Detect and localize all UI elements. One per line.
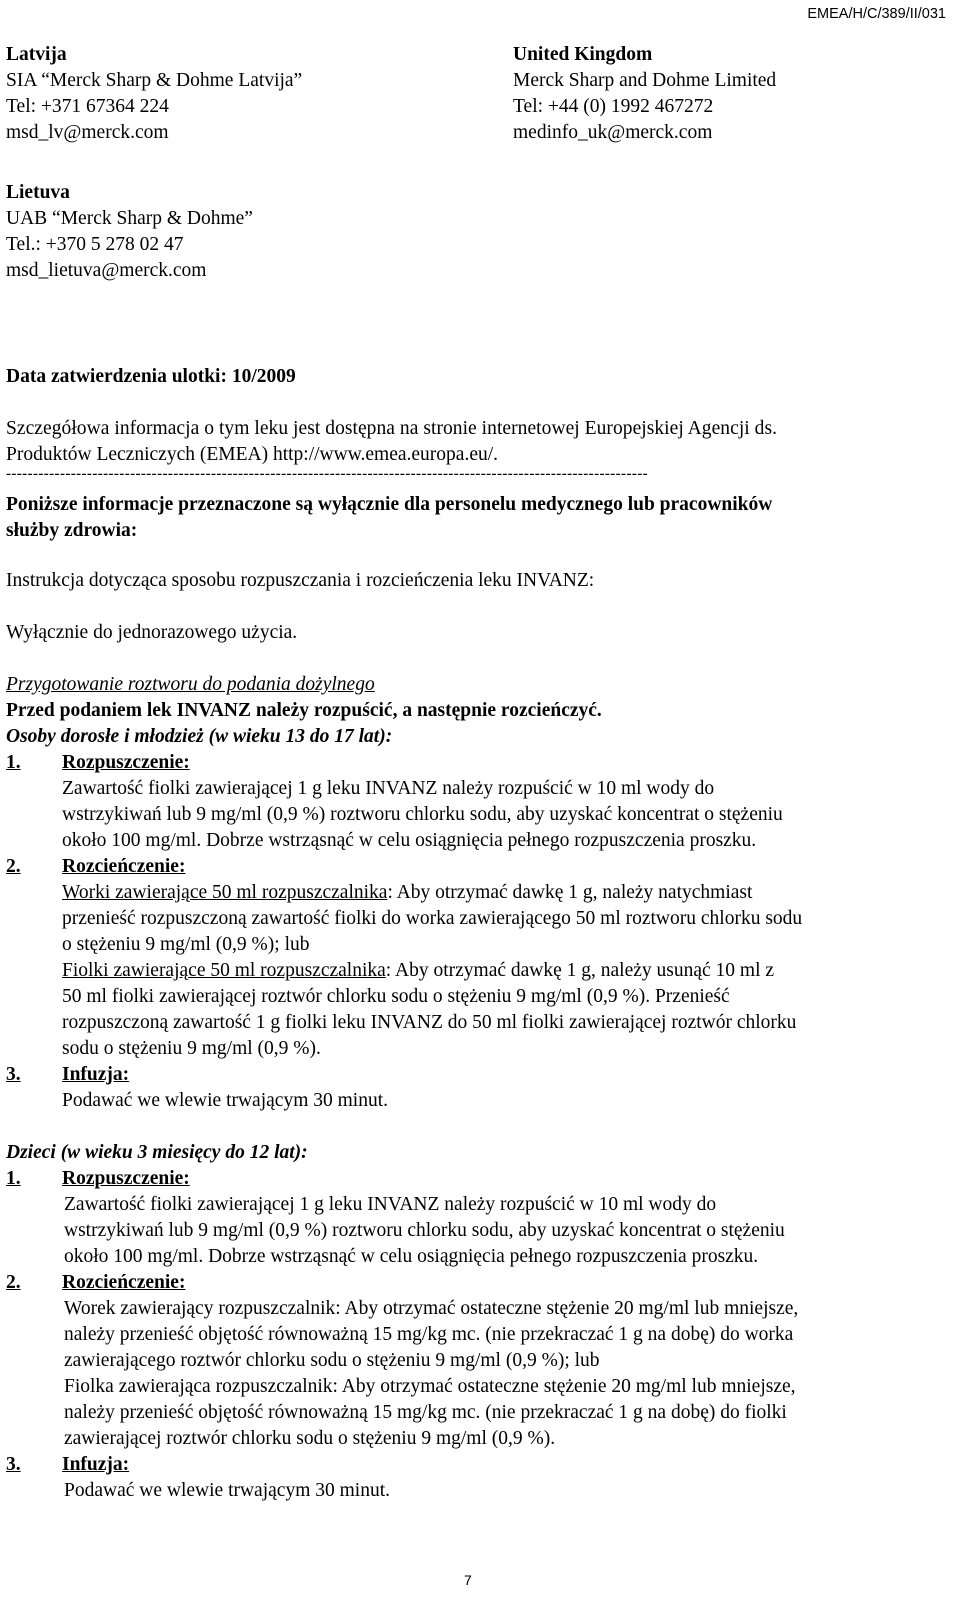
step-number: 2. — [6, 856, 21, 877]
contact-lietuva — [6, 180, 253, 284]
approval-date: Data zatwierdzenia ulotki: 10/2009 — [6, 366, 296, 387]
text-line — [62, 880, 802, 906]
email: medinfo_uk@merck.com — [513, 122, 713, 143]
children-section-title: Dzieci (w wieku 3 miesięcy do 12 lat): — [6, 1142, 308, 1163]
company-name: Merck Sharp and Dohme Limited — [513, 70, 777, 91]
bags-label: Worki zawierające 50 ml rozpuszczalnika — [62, 882, 388, 903]
page-number: 7 — [464, 1572, 472, 1588]
step-number: 2. — [6, 1272, 21, 1293]
text-line: wstrzykiwań lub 9 mg/ml (0,9 %) roztworu chlorku sodu, aby uzyskać koncentrat o stężeniu — [64, 1220, 785, 1241]
step-number: 1. — [6, 1168, 21, 1189]
phone: Tel.: +370 5 278 02 47 — [6, 234, 184, 255]
step-label: Infuzja: — [62, 1454, 130, 1475]
children-step-1-text — [64, 1192, 785, 1270]
text-line: należy przenieść objętość równoważną 15 mg/kg mc. (nie przekraczać 1 g na dobę) do worka — [64, 1324, 794, 1345]
text-line: Zawartość fiolki zawierającej 1 g leku INVANZ należy rozpuścić w 10 ml wody do — [62, 778, 715, 799]
step-number: 3. — [6, 1064, 21, 1085]
adults-step-1-text — [62, 776, 783, 854]
preparation-instruction: Przed podaniem lek INVANZ należy rozpuścić, a następnie rozcieńczyć. — [6, 700, 602, 721]
email: msd_lietuva@merck.com — [6, 260, 207, 281]
step-label: Rozcieńczenie: — [62, 856, 186, 877]
adults-step-1-header — [6, 750, 190, 776]
company-name: SIA “Merck Sharp & Dohme Latvija” — [6, 70, 303, 91]
adults-step-2-text — [62, 880, 802, 1062]
info-line-1: Szczegółowa informacja o tym leku jest dostępna na stronie internetowej Europejskiej Agencji ds. — [6, 418, 778, 439]
step-label: Rozcieńczenie: — [62, 1272, 186, 1293]
email: msd_lv@merck.com — [6, 122, 169, 143]
document-reference: EMEA/H/C/389/II/031 — [807, 6, 946, 22]
text-line — [62, 958, 802, 984]
text-line: około 100 mg/ml. Dobrze wstrząsnąć w celu osiągnięcia pełnego rozpuszczenia proszku. — [64, 1246, 759, 1267]
phone: Tel: +44 (0) 1992 467272 — [513, 96, 714, 117]
contact-latvija — [6, 42, 302, 146]
country-name: United Kingdom — [513, 44, 653, 65]
single-use-note: Wyłącznie do jednorazowego użycia. — [6, 622, 298, 643]
step-label: Infuzja: — [62, 1064, 130, 1085]
text-line: sodu o stężeniu 9 mg/ml (0,9 %). — [62, 1038, 321, 1059]
phone: Tel: +371 67364 224 — [6, 96, 169, 117]
text-span: : Aby otrzymać dawkę 1 g, należy natychmiast — [387, 882, 753, 903]
adults-step-3-text: Podawać we wlewie trwającym 30 minut. — [62, 1090, 388, 1111]
children-step-2-text — [64, 1296, 798, 1452]
step-label: Rozpuszczenie: — [62, 752, 190, 773]
children-step-3-text: Podawać we wlewie trwającym 30 minut. — [64, 1480, 390, 1501]
preparation-title: Przygotowanie roztworu do podania dożylnego — [6, 674, 375, 695]
contact-united-kingdom — [513, 42, 776, 146]
step-number: 1. — [6, 752, 21, 773]
children-step-2-header — [6, 1270, 185, 1296]
separator-line: ----------------------------------------------------------------------------------------------------------------------- — [6, 466, 649, 482]
country-name: Lietuva — [6, 182, 70, 203]
adults-step-3-header — [6, 1062, 129, 1088]
vials-label: Fiolki zawierające 50 ml rozpuszczalnika — [62, 960, 386, 981]
company-name: UAB “Merck Sharp & Dohme” — [6, 208, 253, 229]
text-line: przenieść rozpuszczoną zawartość fiolki do worka zawierającego 50 ml roztworu chlorku sodu — [62, 908, 803, 929]
hcp-notice-line-2: służby zdrowia: — [6, 520, 138, 541]
text-line: zawierającego roztwór chlorku sodu o stężeniu 9 mg/ml (0,9 %); lub — [64, 1350, 600, 1371]
text-line: około 100 mg/ml. Dobrze wstrząsnąć w celu osiągnięcia pełnego rozpuszczenia proszku. — [62, 830, 757, 851]
text-line: Fiolka zawierająca rozpuszczalnik: Aby otrzymać ostateczne stężenie 20 mg/ml lub mniejsze, — [64, 1376, 796, 1397]
text-line: o stężeniu 9 mg/ml (0,9 %); lub — [62, 934, 310, 955]
text-line: należy przenieść objętość równoważną 15 mg/kg mc. (nie przekraczać 1 g na dobę) do fiolki — [64, 1402, 787, 1423]
step-label: Rozpuszczenie: — [62, 1168, 190, 1189]
text-line: Zawartość fiolki zawierającej 1 g leku INVANZ należy rozpuścić w 10 ml wody do — [64, 1194, 717, 1215]
country-name: Latvija — [6, 44, 67, 65]
hcp-notice-line-1: Poniższe informacje przeznaczone są wyłącznie dla personelu medycznego lub pracowników — [6, 494, 773, 515]
info-line-2: Produktów Leczniczych (EMEA) http://www.emea.europa.eu/. — [6, 444, 499, 465]
adults-section-title: Osoby dorosłe i młodzież (w wieku 13 do 17 lat): — [6, 726, 393, 747]
children-step-1-header — [6, 1166, 190, 1192]
step-number: 3. — [6, 1454, 21, 1475]
children-step-3-header — [6, 1452, 129, 1478]
adults-step-2-header — [6, 854, 185, 880]
text-span: : Aby otrzymać dawkę 1 g, należy usunąć 10 ml z — [385, 960, 775, 981]
instructions-heading: Instrukcja dotycząca sposobu rozpuszczania i rozcieńczenia leku INVANZ: — [6, 570, 595, 591]
text-line: zawierającej roztwór chlorku sodu o stężeniu 9 mg/ml (0,9 %). — [64, 1428, 556, 1449]
text-line: 50 ml fiolki zawierającej roztwór chlorku sodu o stężeniu 9 mg/ml (0,9 %). Przenieść — [62, 986, 730, 1007]
text-line: rozpuszczoną zawartość 1 g fiolki leku INVANZ do 50 ml fiolki zawierającej roztwór chlorku — [62, 1012, 797, 1033]
text-line: Worek zawierający rozpuszczalnik: Aby otrzymać ostateczne stężenie 20 mg/ml lub mniejsze, — [64, 1298, 799, 1319]
text-line: wstrzykiwań lub 9 mg/ml (0,9 %) roztworu chlorku sodu, aby uzyskać koncentrat o stężeniu — [62, 804, 783, 825]
